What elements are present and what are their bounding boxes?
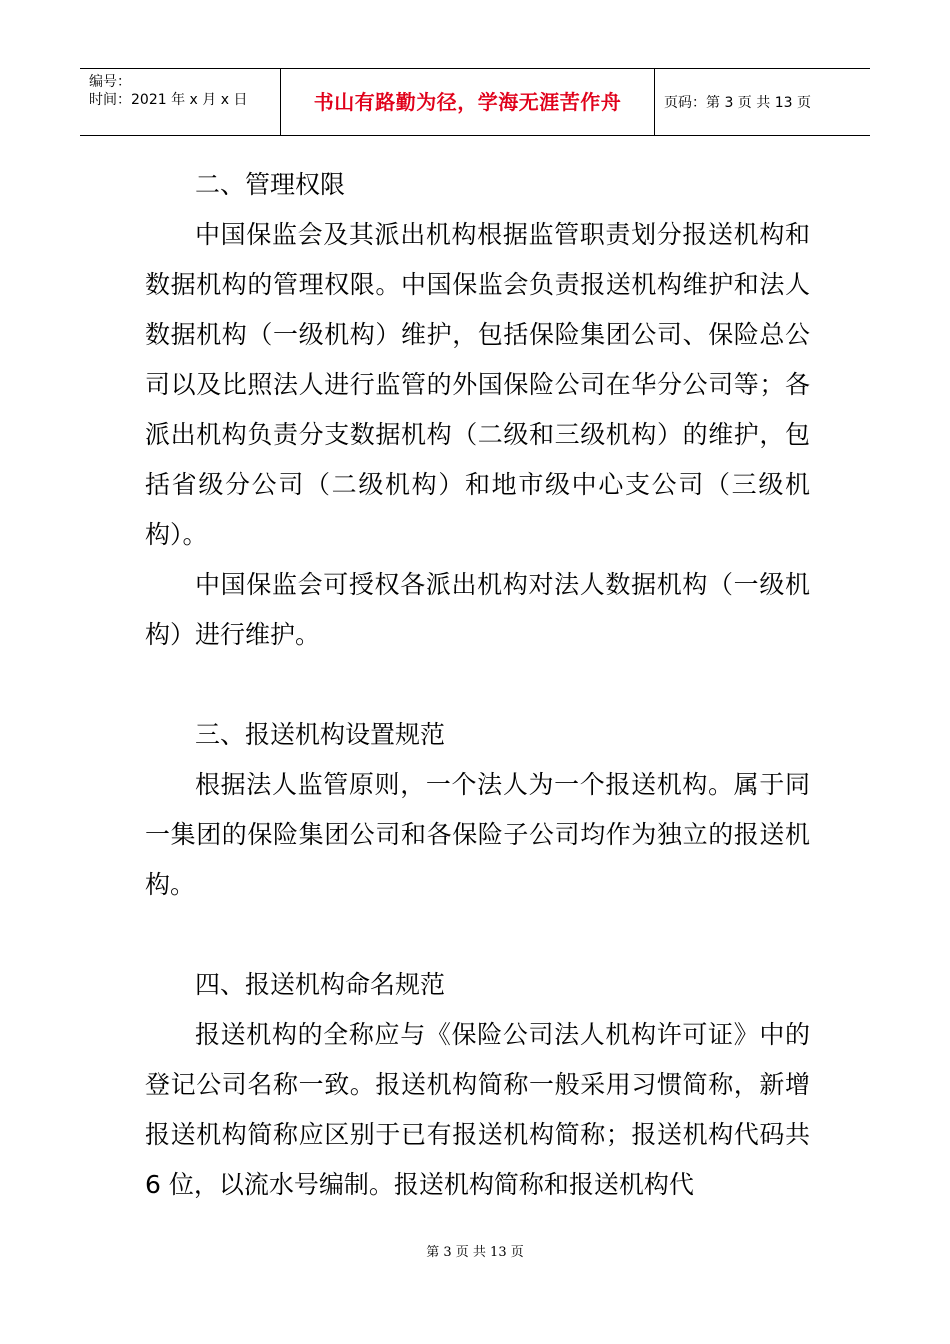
section-spacer xyxy=(145,660,810,710)
document-body xyxy=(145,160,810,1210)
document-date: 时间：2021 年 x 月 x 日 xyxy=(89,92,248,108)
page-footer: 第 3 页 共 13 页 xyxy=(426,1245,524,1260)
body-paragraph: 根据法人监管原则，一个法人为一个报送机构。属于同一集团的保险集团公司和各保险子公司均作为独立的报送机构。 xyxy=(145,770,810,899)
section-spacer xyxy=(145,910,810,960)
section-heading: 三、报送机构设置规范 xyxy=(195,720,446,749)
section-heading: 二、管理权限 xyxy=(195,170,346,199)
body-paragraph: 中国保监会可授权各派出机构对法人数据机构（一级机构）进行维护。 xyxy=(145,570,810,649)
header-meta xyxy=(80,69,281,135)
header-motto: 书山有路勤为径，学海无涯苦作舟 xyxy=(281,69,655,135)
section-heading: 四、报送机构命名规范 xyxy=(195,970,446,999)
page-header xyxy=(80,68,870,136)
header-page-info: 页码：第 3 页 共 13 页 xyxy=(664,95,811,111)
body-paragraph: 报送机构的全称应与《保险公司法人机构许可证》中的登记公司名称一致。报送机构简称一般采用习惯简称，新增报送机构简称应区别于已有报送机构简称；报送机构代码共 6 位，以流水号编制。报送机构简称和报送机构代 xyxy=(145,1020,810,1199)
body-paragraph: 中国保监会及其派出机构根据监管职责划分报送机构和数据机构的管理权限。中国保监会负责报送机构维护和法人数据机构（一级机构）维护，包括保险集团公司、保险总公司以及比照法人进行监管的外国保险公司在华分公司等；各派出机构负责分支数据机构（二级和三级机构）的维护，包括省级分公司（二级机构）和地市级中心支公司（三级机构）。 xyxy=(145,220,810,549)
document-number-label: 编号： xyxy=(89,74,131,90)
